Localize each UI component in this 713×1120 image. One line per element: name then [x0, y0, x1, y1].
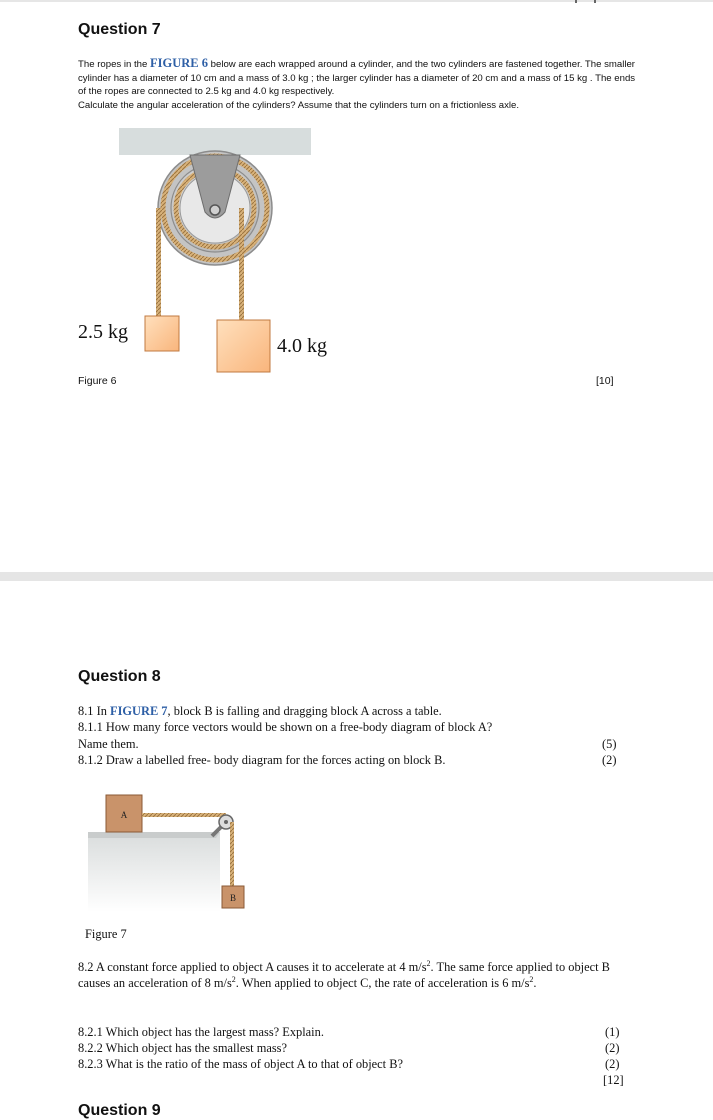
- q8-2-part: . When applied to object C, the rate of acceleration is 6 m/s: [235, 975, 530, 990]
- left-rope: [156, 208, 161, 318]
- q8-2-1-marks: (1): [605, 1025, 620, 1039]
- superscript: 2: [529, 974, 534, 984]
- figure-7-caption: Figure 7: [85, 927, 127, 941]
- q8-text-part: 8.1 In: [78, 704, 111, 718]
- question-8-title: Question 8: [78, 668, 161, 685]
- q7-text-part: below are each wrapped around a cylinder, and the two cylinders are fastened together. The smaller cylinder has a diameter of 10 cm and a mass of 3.0 kg ; the larger cylinder has a diameter of 20 cm and a mass of 15 kg . The ends of the ropes are connected to 2.5 kg and 4.0 kg respectively.: [78, 59, 636, 98]
- mass-block-2-5kg: [145, 316, 179, 351]
- q8-1-1-marks: (5): [602, 737, 617, 751]
- q8-2-3-marks: (2): [605, 1057, 620, 1071]
- q8-2-2-question: 8.2.2 Which object has the smallest mass?: [78, 1041, 287, 1055]
- question-9-title: Question 9: [78, 1102, 161, 1119]
- q8-2-1-question: 8.2.1 Which object has the largest mass? Explain.: [78, 1025, 324, 1039]
- superscript: 2: [231, 974, 236, 984]
- page-top-border: [0, 0, 713, 2]
- q8-1-2-marks: (2): [602, 753, 617, 767]
- question-7-marks: [10]: [596, 375, 614, 387]
- left-mass-label: 2.5 kg: [78, 321, 128, 343]
- block-a-label: A: [120, 810, 128, 820]
- q8-1-1-question: 8.1.1 How many force vectors would be shown on a free-body diagram of block A?: [78, 720, 493, 734]
- page-divider: [0, 572, 713, 581]
- q8-2-part: 8.2 A constant force applied to object A causes it to accelerate at 4 m/s: [78, 960, 427, 974]
- figure-6-reference: FIGURE 6: [150, 56, 208, 70]
- figure-6-caption: Figure 6: [78, 375, 117, 387]
- q7-question: Calculate the angular acceleration of the cylinders? Assume that the cylinders turn on a frictionless axle.: [78, 99, 520, 111]
- q8-2-2-marks: (2): [605, 1041, 620, 1055]
- block-b-label: B: [229, 893, 237, 903]
- table: [88, 832, 220, 912]
- right-rope: [239, 208, 244, 320]
- q8-2-3-question: 8.2.3 What is the ratio of the mass of object A to that of object B?: [78, 1057, 403, 1071]
- question-7-title: Question 7: [78, 21, 161, 38]
- figure-7-reference: FIGURE 7: [110, 704, 168, 718]
- superscript: 2: [426, 958, 431, 968]
- q8-1-line: [78, 704, 442, 719]
- right-mass-label: 4.0 kg: [277, 335, 327, 357]
- question-8-total-marks: [12]: [603, 1073, 624, 1087]
- q7-text-part: The ropes in the: [78, 59, 150, 70]
- horizontal-rope: [142, 813, 226, 817]
- q8-1-2-question: 8.1.2 Draw a labelled free- body diagram for the forces acting on block B.: [78, 753, 446, 767]
- q8-2-part: . The same force applied to object B causes an acceleration of 8 m/s: [78, 960, 610, 990]
- question-8-2-text: [78, 960, 630, 992]
- mass-block-4-0kg: [217, 320, 270, 372]
- q8-text-part: , block B is falling and dragging block A across a table.: [167, 704, 442, 718]
- q8-2-part: .: [533, 975, 537, 990]
- axle: [210, 205, 220, 215]
- question-9-title-fragment: [78, 1102, 170, 1119]
- page-edge-mark: [594, 0, 596, 3]
- page-edge-mark: [575, 0, 577, 3]
- q8-1-1-name-them: Name them.: [78, 737, 139, 751]
- vertical-rope: [230, 822, 234, 886]
- figure-6-pulley-diagram: [70, 126, 370, 378]
- question-7-text: [78, 57, 638, 112]
- figure-7-table-diagram: [84, 790, 254, 912]
